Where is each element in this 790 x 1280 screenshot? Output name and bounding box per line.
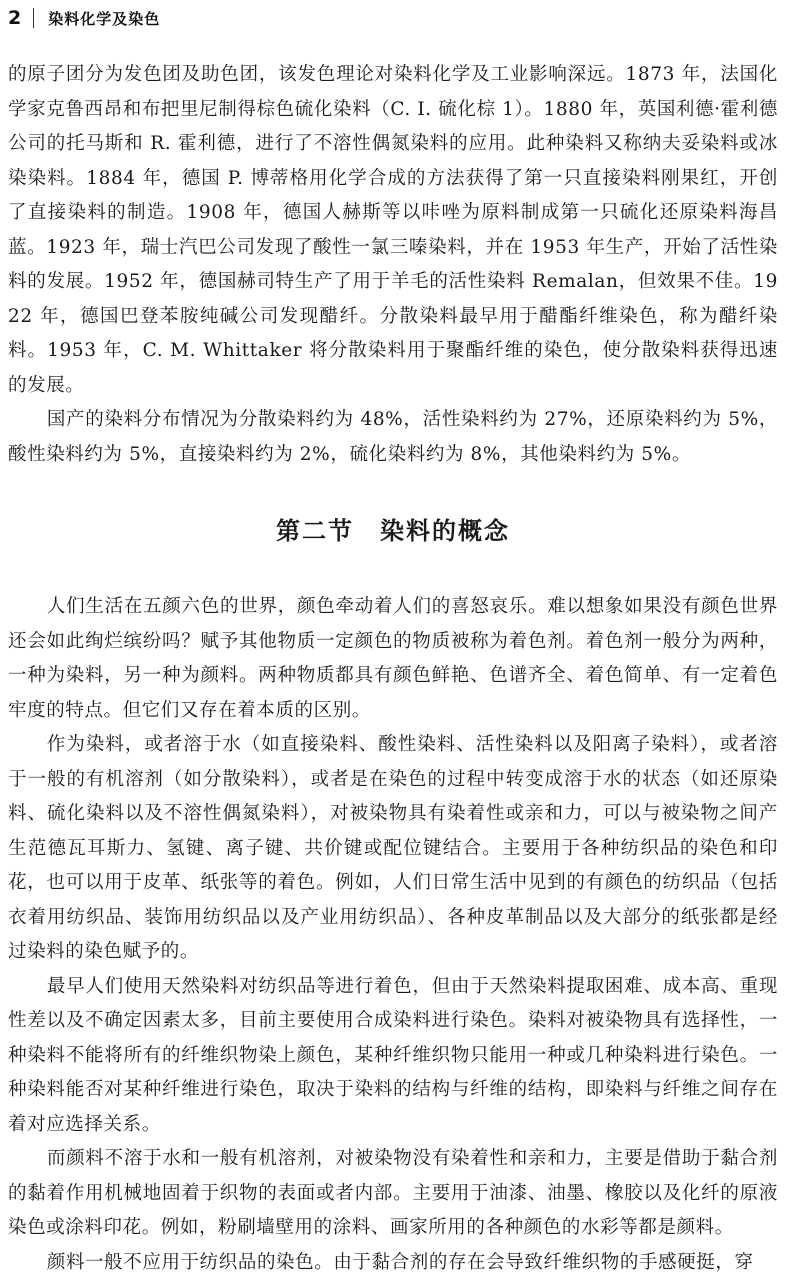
header-divider	[33, 8, 34, 28]
running-header	[8, 2, 160, 34]
section-number: 第二节	[276, 517, 354, 545]
page-body	[8, 58, 778, 1280]
section-heading	[8, 472, 778, 590]
book-title: 染料化学及染色	[48, 8, 160, 29]
paragraph-history-continued: 的原子团分为发色团及助色团，该发色理论对染料化学及工业影响深远。1873 年，法国化学家克鲁西昂和布把里尼制得棕色硫化染料（C. I. 硫化棕 1）。1880 年，英国利德·霍利德公司的托马斯和 R. 霍利德，进行了不溶性偶氮染料的应用。此种染料又称纳夫妥染料或冰染染料。1884 年，德国 P. 博蒂格用化学合成的方法获得了第一只直接染料刚果红，开创了直接染料的制造。1908 年，德国人赫斯等以咔唑为原料制成第一只硫化还原染料海昌蓝。1923 年，瑞士汽巴公司发现了酸性一氯三嗪染料，并在 1953 年生产，开始了活性染料的发展。1952 年，德国赫司特生产了用于羊毛的活性染料 Remalan，但效果不佳。1922 年，德国巴登苯胺纯碱公司发现醋纤。分散染料最早用于醋酯纤维染色，称为醋纤染料。1953 年，C. M. Whittaker 将分散染料用于聚酯纤维的染色，使分散染料获得迅速的发展。	[8, 58, 778, 403]
paragraph-synthetic-dyes: 最早人们使用天然染料对纺织品等进行着色，但由于天然染料提取困难、成本高、重现性差以及不确定因素太多，目前主要使用合成染料进行染色。染料对被染物具有选择性，一种染料不能将所有的纤维织物染上颜色，某种纤维织物只能用一种或几种染料进行染色。一种染料能否对某种纤维进行染色，取决于染料的结构与纤维的结构，即染料与纤维之间存在着对应选择关系。	[8, 970, 778, 1143]
page-number: 2	[8, 7, 21, 29]
paragraph-domestic-distribution: 国产的染料分布情况为分散染料约为 48%，活性染料约为 27%，还原染料约为 5%，酸性染料约为 5%，直接染料约为 2%，硫化染料约为 8%，其他染料约为 5%。	[8, 403, 778, 472]
paragraph-colorants-intro: 人们生活在五颜六色的世界，颜色牵动着人们的喜怒哀乐。难以想象如果没有颜色世界还会如此绚烂缤纷吗？赋予其他物质一定颜色的物质被称为着色剂。着色剂一般分为两种，一种为染料，另一种为颜料。两种物质都具有颜色鲜艳、色谱齐全、着色简单、有一定着色牢度的特点。但它们又存在着本质的区别。	[8, 590, 778, 728]
paragraph-dye-properties: 作为染料，或者溶于水（如直接染料、酸性染料、活性染料以及阳离子染料），或者溶于一般的有机溶剂（如分散染料），或者是在染色的过程中转变成溶于水的状态（如还原染料、硫化染料以及不溶性偶氮染料），对被染物具有染着性或亲和力，可以与被染物之间产生范德瓦耳斯力、氢键、离子键、共价键或配位键结合。主要用于各种纺织品的染色和印花，也可以用于皮革、纸张等的着色。例如，人们日常生活中见到的有颜色的纺织品（包括衣着用纺织品、装饰用纺织品以及产业用纺织品）、各种皮革制品以及大部分的纸张都是经过染料的染色赋予的。	[8, 728, 778, 970]
paragraph-pigment-usage: 颜料一般不应用于纺织品的染色。由于黏合剂的存在会导致纤维织物的手感硬挺，穿	[8, 1246, 778, 1280]
paragraph-pigments: 而颜料不溶于水和一般有机溶剂，对被染物没有染着性和亲和力，主要是借助于黏合剂的黏着作用机械地固着于织物的表面或者内部。主要用于油漆、油墨、橡胶以及化纤的原液染色或涂料印花。例如，粉刷墙壁用的涂料、画家所用的各种颜色的水彩等都是颜料。	[8, 1142, 778, 1246]
section-title: 染料的概念	[380, 517, 510, 545]
